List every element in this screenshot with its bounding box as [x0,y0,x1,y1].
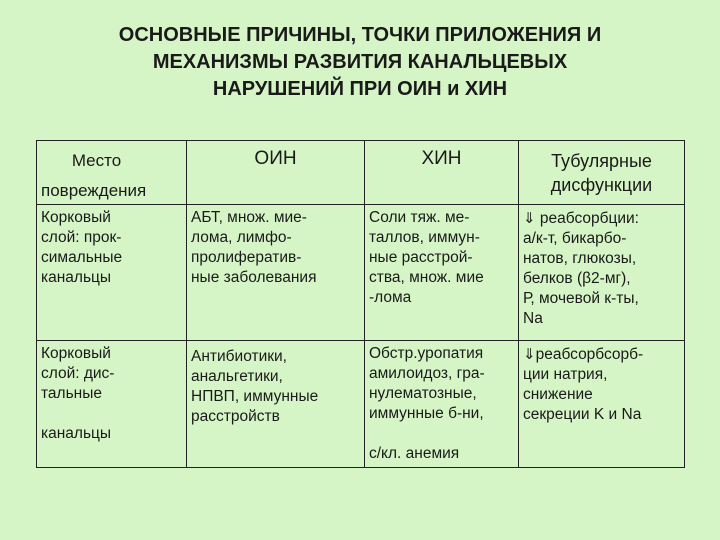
header-place [37,141,187,205]
table-row [37,205,685,341]
row-2-hin: Обстр.уропатия амилоидоз, гра- нулематозные, иммунные б-ни, с/кл. анемия [365,341,519,468]
title-line-3: НАРУШЕНИЙ ПРИ ОИН и ХИН [212,78,508,100]
header-oin: ОИН [187,141,365,205]
row-2-tubular-text: реабсорбсорб- ции натрия, снижение секреции K и Na [523,346,644,423]
row-2-tubular [519,341,685,468]
header-place-line-1: Место [71,151,122,170]
title-line-1: ОСНОВНЫЕ ПРИЧИНЫ, ТОЧКИ ПРИЛОЖЕНИЯ И [118,24,602,46]
row-2-oin: Антибиотики, анальгетики, НПВП, иммунные расстройств [187,341,365,468]
row-1-oin: АБТ, множ. мие- лома, лимфо- пролифератив- ные заболевания [187,205,365,341]
causes-table [36,140,685,468]
down-arrow-icon: ⇓ [523,209,536,227]
row-1-tubular-text: реабсорбции: а/к-т, бикарбо- натов, глюкозы, белков (β2-мг), Р, мочевой к-ты, Na [523,210,639,327]
header-tubular: Тубулярные дисфункции [519,141,685,205]
header-hin: ХИН [365,141,519,205]
slide-title [40,22,680,103]
table-header-row [37,141,685,205]
down-arrow-icon: ⇓ [523,345,536,363]
table-row [37,341,685,468]
row-1-tubular [519,205,685,341]
header-place-line-2: повреждения [41,181,147,200]
row-1-place: Корковый слой: прок- симальные канальцы [37,205,187,341]
row-1-hin: Соли тяж. ме- таллов, иммун- ные расстрой- ства, множ. мие -лома [365,205,519,341]
row-2-place: Корковый слой: дис- тальные канальцы [37,341,187,468]
title-line-2: МЕХАНИЗМЫ РАЗВИТИЯ КАНАЛЬЦЕВЫХ [152,51,568,73]
